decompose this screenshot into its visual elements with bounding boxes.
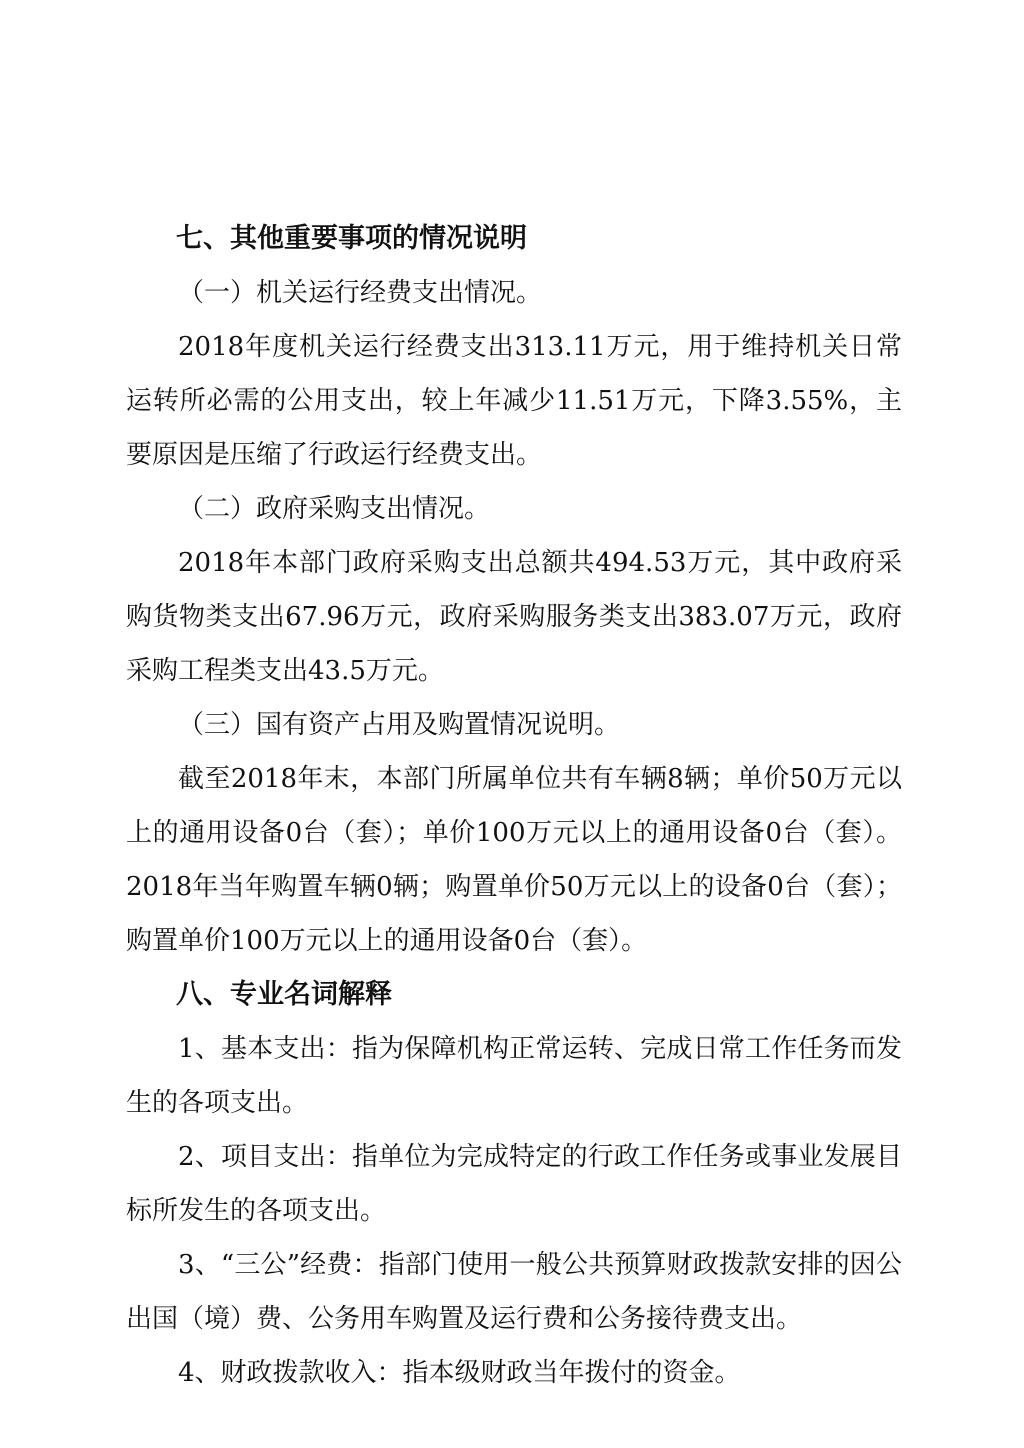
glossary-item-fiscal-appropriation-income: 4、财政拨款收入：指本级财政当年拨付的资金。 [178, 1358, 741, 1388]
paragraph-operating-expenses: 2018年度机关运行经费支出313.11万元，用于维持机关日常运转所必需的公用支出，较上年减少11.51万元，下降3.55%，主要原因是压缩了行政运行经费支出。 [126, 332, 902, 470]
subsection-title-state-assets: （三）国有资产占用及购置情况说明。 [178, 710, 621, 740]
glossary-item-three-public-expenses: 3、“三公”经费：指部门使用一般公共预算财政拨款安排的因公出国（境）费、公务用车购置及运行费和公务接待费支出。 [126, 1250, 902, 1334]
paragraph-government-procurement: 2018年本部门政府采购支出总额共494.53万元，其中政府采购货物类支出67.96万元，政府采购服务类支出383.07万元，政府采购工程类支出43.5万元。 [126, 548, 902, 686]
glossary-item-basic-expenditure: 1、基本支出：指为保障机构正常运转、完成日常工作任务而发生的各项支出。 [126, 1034, 902, 1118]
document-body [126, 212, 902, 1400]
paragraph-state-assets: 截至2018年末，本部门所属单位共有车辆8辆；单价50万元以上的通用设备0台（套）；单价100万元以上的通用设备0台（套）。2018年当年购置车辆0辆；购置单价50万元以上的设备0台（套）；购置单价100万元以上的通用设备0台（套）。 [126, 764, 902, 956]
glossary-item-project-expenditure: 2、项目支出：指单位为完成特定的行政工作任务或事业发展目标所发生的各项支出。 [126, 1142, 902, 1226]
subsection-title-government-procurement: （二）政府采购支出情况。 [178, 494, 491, 524]
subsection-title-operating-expenses: （一）机关运行经费支出情况。 [178, 278, 543, 308]
section-heading-other-matters: 七、其他重要事项的情况说明 [176, 223, 527, 254]
section-heading-glossary: 八、专业名词解释 [176, 979, 392, 1010]
